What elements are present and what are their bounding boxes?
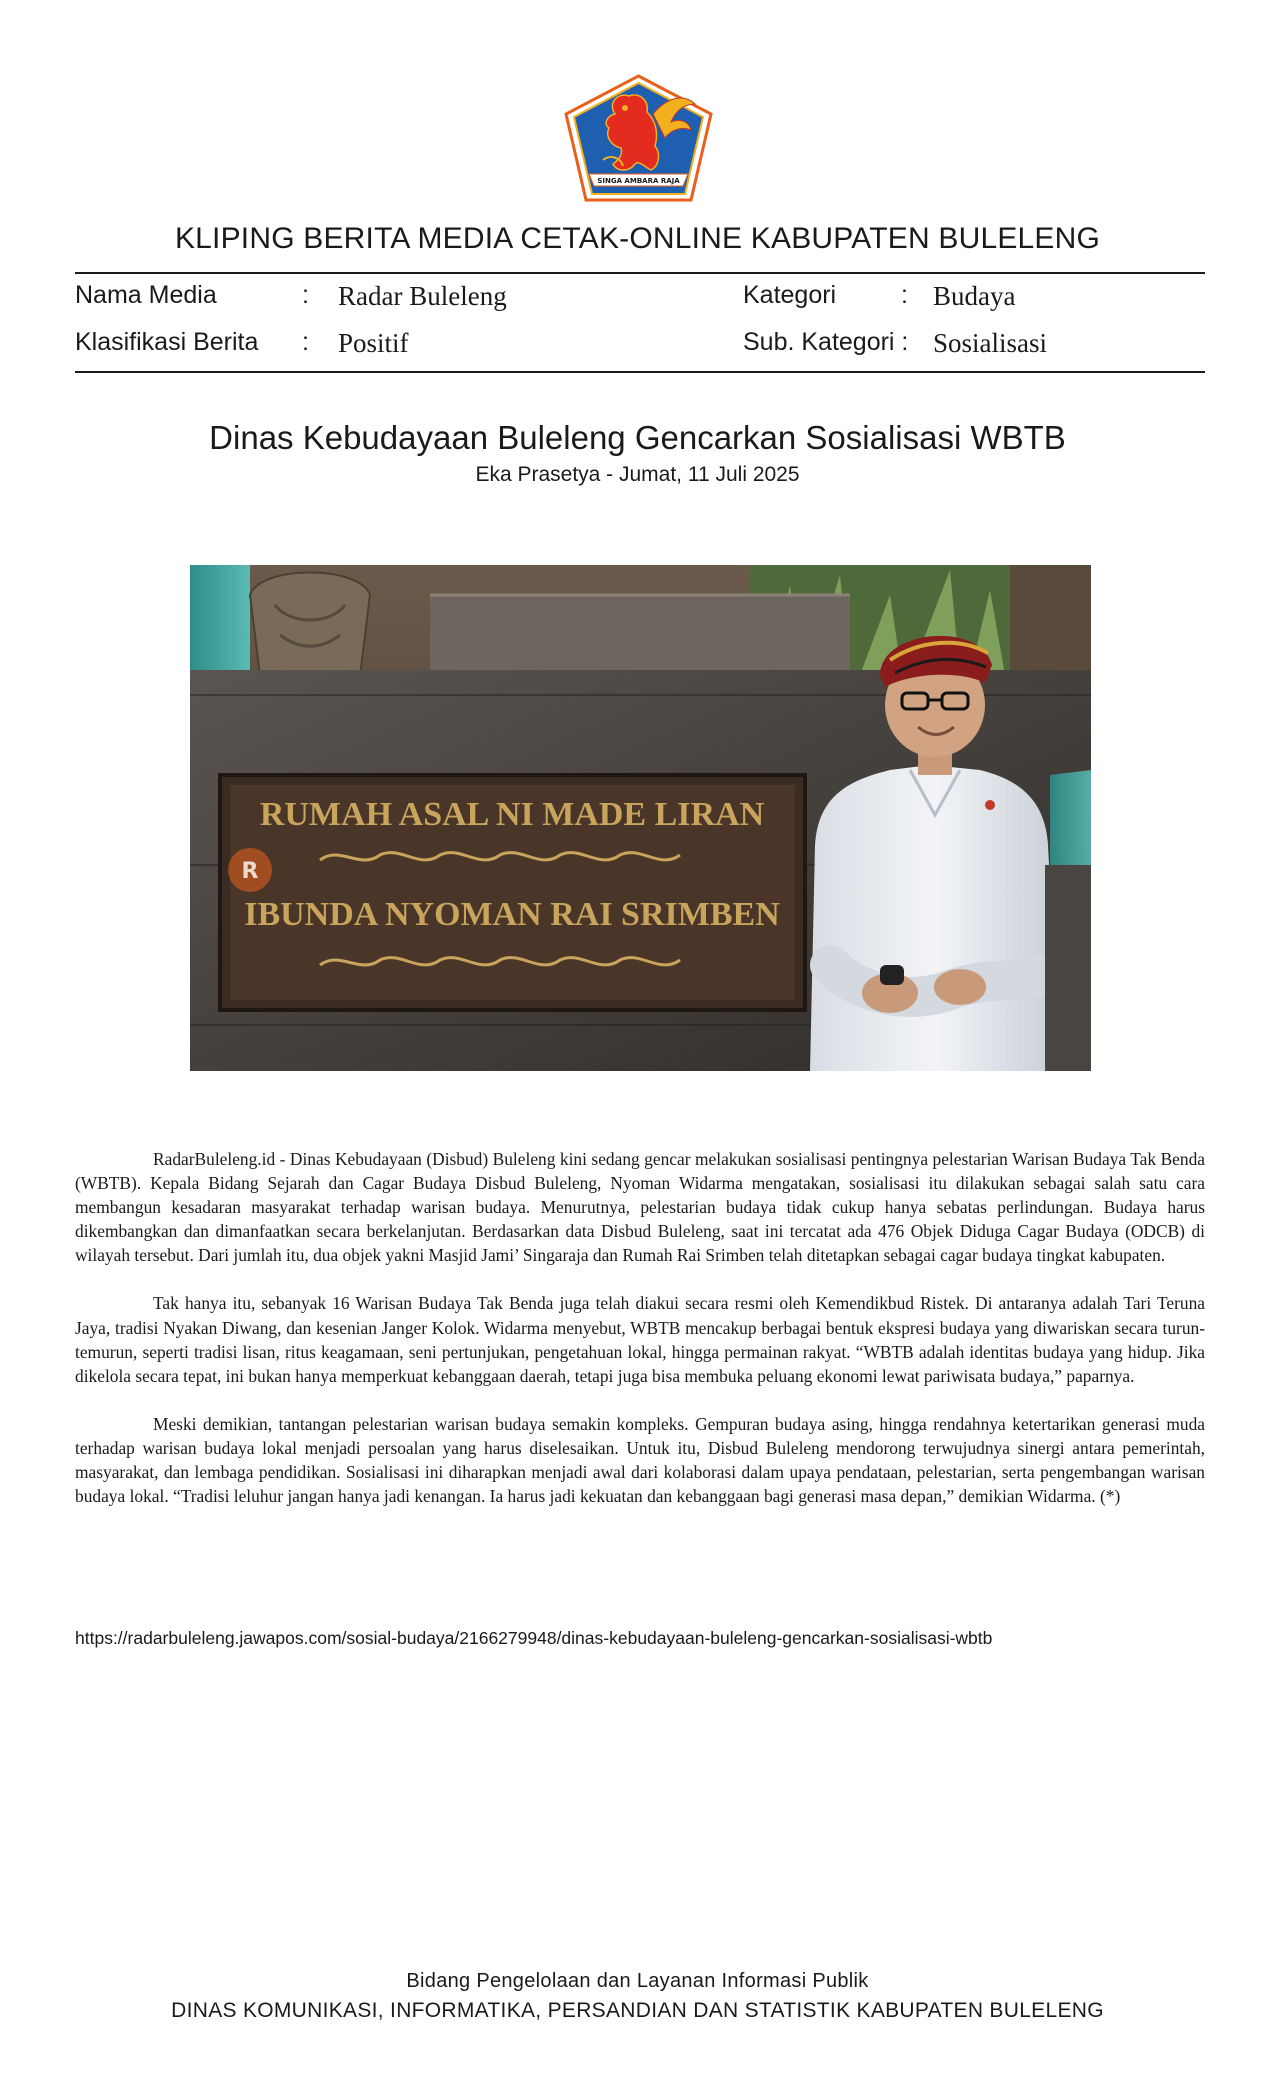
nama-media-value: Radar Buleleng [338,281,507,311]
klasifikasi-value: Positif [338,328,409,358]
header-divider-bottom [75,371,1205,373]
footer-agency: DINAS KOMUNIKASI, INFORMATIKA, PERSANDIAN DAN STATISTIK KABUPATEN BULELENG [171,1999,1104,2022]
kategori-label: Kategori [743,281,837,309]
article-title: Dinas Kebudayaan Buleleng Gencarkan Sosialisasi WBTB [209,419,1066,456]
article-paragraph: RadarBuleleng.id - Dinas Kebudayaan (Disbud) Buleleng kini sedang gencar melakukan sosialisasi pentingnya pelestarian Warisan Budaya Tak Benda (WBTB). Kepala Bidang Sejarah dan Cagar Budaya Disbud Buleleng, Nyoman Widarma mengatakan, sosialisasi itu dilakukan sebagai salah satu cara membangun kesadaran masyarakat terhadap warisan budaya. Menurutnya, pelestarian budaya tidak cukup hanya sebatas perlindungan. Budaya harus dikembangkan dan dimanfaatkan secara berkelanjutan. Berdasarkan data Disbud Buleleng, saat ini tercatat ada 476 Objek Diduga Cagar Budaya (ODCB) di wilayah tersebut. Dari jumlah itu, dua objek yakni Masjid Jami’ Singaraja dan Rumah Rai Srimben telah ditetapkan sebagai cagar budaya tingkat kabupaten. [75,1149,1205,1266]
nama-media-label: Nama Media [75,281,217,309]
kategori-colon: : [901,281,908,309]
nama-media-colon: : [302,281,309,309]
footer-division: Bidang Pengelolaan dan Layanan Informasi Publik [406,1970,869,1992]
clipping-header-title: KLIPING BERITA MEDIA CETAK-ONLINE KABUPATEN BULELENG [174,222,1101,255]
article-byline: Eka Prasetya - Jumat, 11 Juli 2025 [475,463,800,486]
kategori-value: Budaya [933,281,1016,311]
article-paragraph: Tak hanya itu, sebanyak 16 Warisan Budaya Tak Benda juga telah diakui secara resmi oleh Kemendikbud Ristek. Di antaranya adalah Tari Teruna Jaya, tradisi Nyakan Diwang, dan kesenian Janger Kolok. Widarma menyebut, WBTB mencakup berbagai bentuk ekspresi budaya yang diwariskan secara turun-temurun, seperti tradisi lisan, ritus keagamaan, seni pertunjukan, pengetahuan lokal, hingga permainan rakyat. “WBTB adalah identitas budaya yang hidup. Jika dikelola secara tepat, ini bukan hanya memperkuat kebanggaan daerah, tetapi juga bisa membuka peluang ekonomi lewat pariwisata budaya,” paparnya. [75,1293,1205,1386]
article-photo [190,565,1091,1071]
klasifikasi-colon: : [302,328,309,356]
article-body [75,1147,1205,1532]
logo-motto: SINGA AMBARA RAJA [597,177,680,185]
sub-kategori-value: Sosialisasi [933,328,1048,358]
svg-text:R: R [241,859,259,884]
header-divider-top [75,272,1205,274]
kabupaten-buleleng-logo [563,74,714,202]
sign-line-1: RUMAH ASAL NI MADE LIRAN [259,796,765,833]
klasifikasi-label: Klasifikasi Berita [75,328,259,356]
sign-line-2: IBUNDA NYOMAN RAI SRIMBEN [244,896,780,933]
article-paragraph: Meski demikian, tantangan pelestarian warisan budaya semakin kompleks. Gempuran budaya asing, hingga rendahnya ketertarikan generasi muda terhadap warisan budaya lokal menjadi persoalan yang harus diselesaikan. Untuk itu, Disbud Buleleng mendorong terwujudnya sinergi antara pemerintah, masyarakat, dan lembaga pendidikan. Sosialisasi ini diharapkan menjadi awal dari kolaborasi dalam upaya pendataan, pelestarian, serta pengembangan warisan budaya lokal. “Tradisi leluhur jangan hanya jadi kenangan. Ia harus jadi kekuatan dan kebanggaan bagi generasi masa depan,” demikian Widarma. (*) [75,1413,1205,1507]
source-url-link[interactable]: https://radarbuleleng.jawapos.com/sosial-budaya/2166279948/dinas-kebudayaan-buleleng-gencarkan-sosialisasi-wbtb [75,1628,993,1648]
sub-kategori-label: Sub. Kategori : [743,328,909,356]
